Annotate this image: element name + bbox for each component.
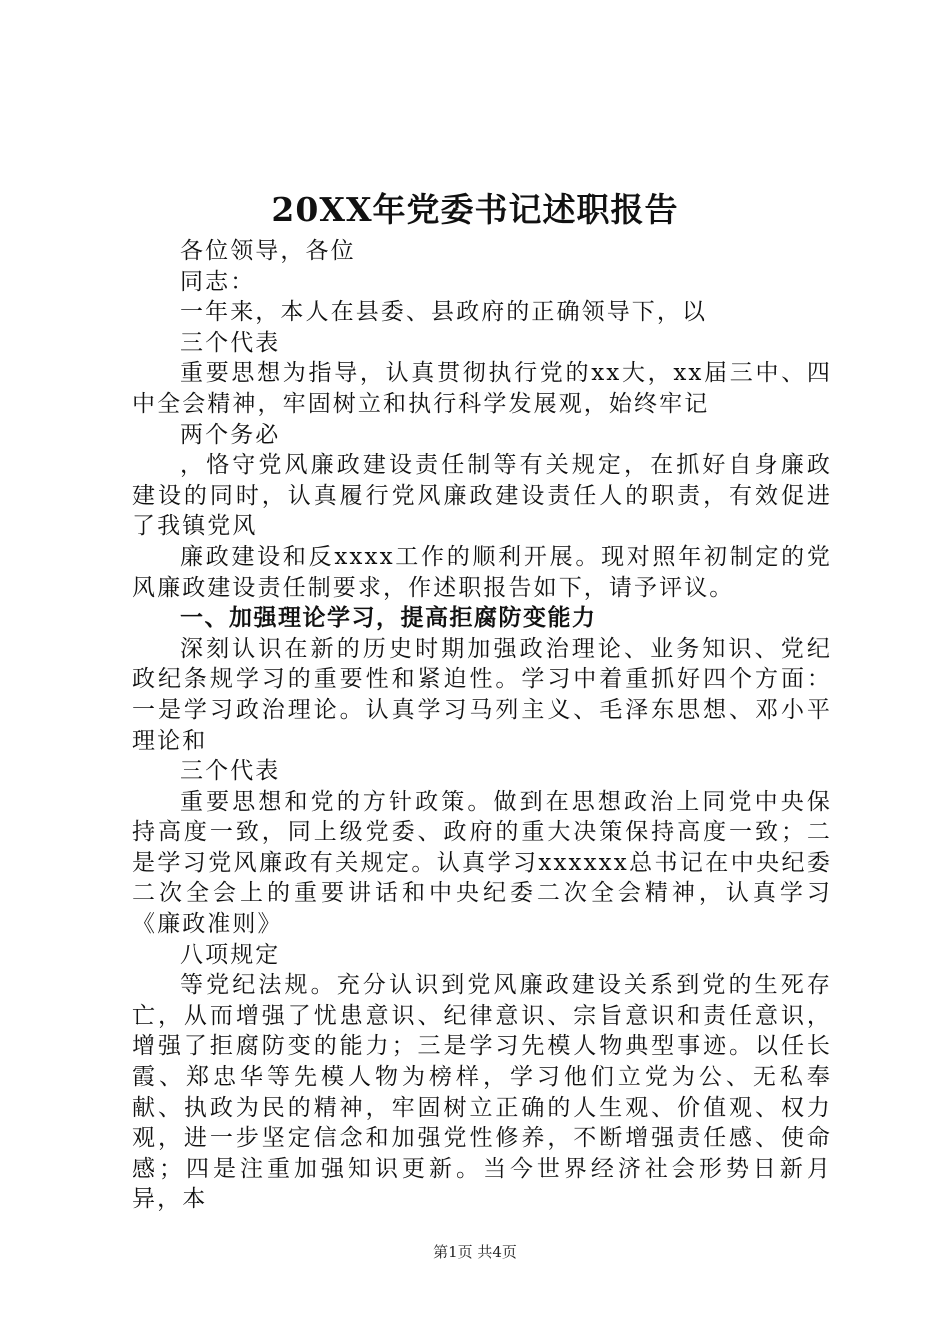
paragraph: 重要思想和党的方针政策。做到在思想政治上同党中央保持高度一致，同上级党委、政府的重大决策保持高度一致；二是学习党风廉政有关规定。认真学习xxxxxx总书记在中央纪委二次全会上的重要讲话和中央纪委二次全会精神，认真学习《廉政准则》 [132,788,832,938]
paragraph: 三个代表 [180,758,281,785]
paragraph: 等党纪法规。充分认识到党风廉政建设关系到党的生死存亡，从而增强了忧患意识、纪律意识、宗旨意识和责任意识，增强了拒腐防变的能力；三是学习先模人物典型事迹。以任长霞、郑忠华等先模人物为榜样，学习他们立党为公、无私奉献、执政为民的精神，牢固树立正确的人生观、价值观、权力观，进一步坚定信念和加强党性修养，不断增强责任感、使命感；四是注重加强知识更新。当今世界经济社会形势日新月异，本 [132,972,832,1213]
page-footer: 第1页 共4页 [433,1243,517,1261]
document-title: 20XX年党委书记述职报告 [271,190,679,229]
paragraph: 各位领导，各位 [180,238,356,264]
document-body [132,236,832,1215]
paragraph: 廉政建设和反xxxx工作的顺利开展。现对照年初制定的党风廉政建设责任制要求，作述职报告如下，请予评议。 [132,543,832,601]
paragraph: 两个务必 [180,421,281,448]
section-heading: 一、加强理论学习，提高拒腐防变能力 [180,604,597,632]
paragraph: 深刻认识在新的历史时期加强政治理论、业务知识、党纪政纪条规学习的重要性和紧迫性。学习中着重抓好四个方面：一是学习政治理论。认真学习马列主义、毛泽东思想、邓小平理论和 [132,635,832,754]
paragraph: 重要思想为指导，认真贯彻执行党的xx大，xx届三中、四中全会精神，牢固树立和执行科学发展观，始终牢记 [132,360,832,417]
paragraph: 同志： [180,268,256,295]
paragraph: 八项规定 [180,941,281,968]
paragraph: 一年来，本人在县委、县政府的正确领导下，以 [180,299,708,326]
paragraph: ，恪守党风廉政建设责任制等有关规定，在抓好自身廉政建设的同时，认真履行党风廉政建设责任人的职责，有效促进了我镇党风 [132,452,832,540]
paragraph: 三个代表 [180,329,281,356]
